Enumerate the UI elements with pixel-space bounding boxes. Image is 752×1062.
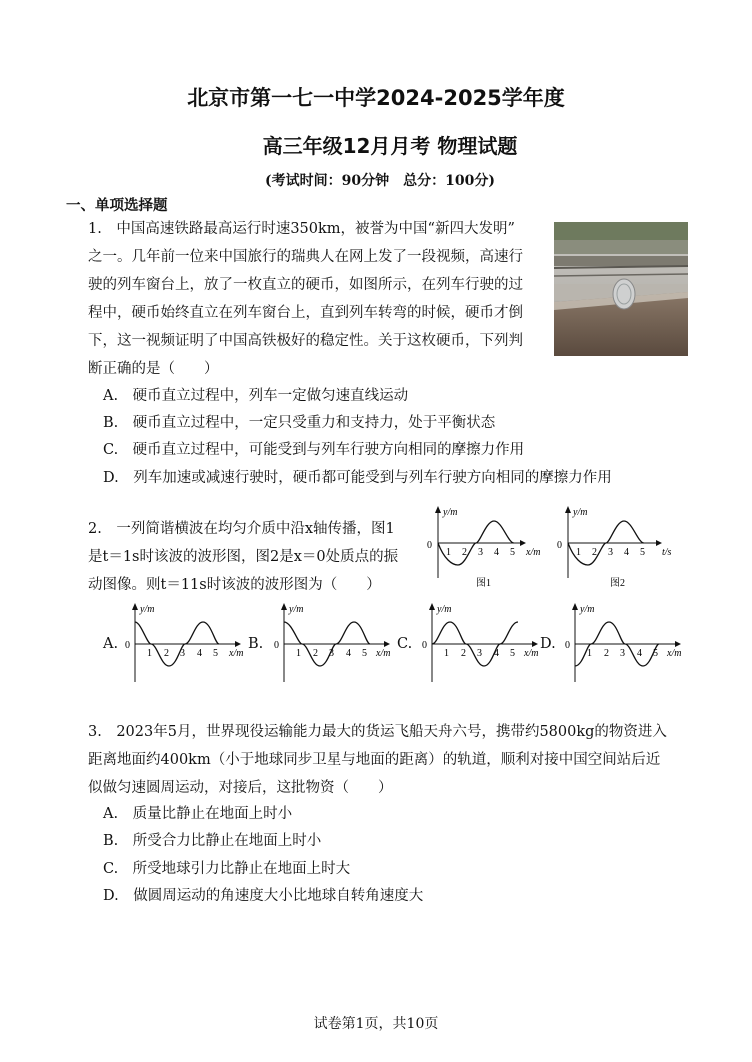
y-axis-label: y/m — [289, 604, 304, 615]
q1-line: 1. 中国高速铁路最高运行时速350km，被誉为中国“新四大发明” — [88, 221, 515, 237]
tick-label: 1 — [444, 648, 449, 659]
origin-label: 0 — [565, 640, 570, 651]
q2-option-b-graph — [266, 600, 406, 690]
tick-label: 4 — [197, 648, 202, 659]
q3-option-b: B. 所受合力比静止在地面上时小 — [103, 833, 322, 849]
q3-line: 3. 2023年5月，世界现役运输能力最大的货运飞船天舟六号，携带约5800kg的物资进入 — [88, 724, 667, 740]
origin-label: 0 — [125, 640, 130, 651]
q2-option-a-label: A. — [103, 636, 119, 652]
figure-2-caption: 图2 — [610, 578, 625, 589]
q2-option-c-label: C. — [397, 636, 413, 652]
figure-1-wave-graph — [418, 503, 558, 597]
tick-label: 2 — [461, 648, 466, 659]
tick-label: 2 — [592, 547, 597, 558]
q2-option-c-graph — [414, 600, 554, 690]
tick-label: 4 — [494, 648, 499, 659]
question-1 — [88, 215, 548, 383]
q3-option-d: D. 做圆周运动的角速度大小比地球自转角速度大 — [103, 888, 424, 904]
tick-label: 2 — [164, 648, 169, 659]
section-title: 一、单项选择题 — [66, 197, 168, 214]
tick-label: 1 — [587, 648, 592, 659]
tick-label: 1 — [576, 547, 581, 558]
tick-label: 3 — [608, 547, 613, 558]
q3-line: 似做匀速圆周运动，对接后，这批物资（ ） — [88, 780, 393, 796]
tick-label: 5 — [640, 547, 645, 558]
tick-label: 3 — [477, 648, 482, 659]
tick-label: 5 — [362, 648, 367, 659]
tick-label: 5 — [653, 648, 658, 659]
y-axis-label: y/m — [140, 604, 155, 615]
question-2 — [88, 515, 398, 599]
figure-1-caption: 图1 — [476, 578, 491, 589]
q2-option-d-graph — [557, 600, 697, 690]
q3-option-c: C. 所受地球引力比静止在地面上时大 — [103, 861, 351, 877]
exam-subtitle: 高三年级12月月考 物理试题 — [262, 134, 518, 158]
tick-label: 4 — [494, 547, 499, 558]
q3-option-a: A. 质量比静止在地面上时小 — [103, 806, 293, 822]
question-3 — [88, 718, 667, 802]
tick-label: 4 — [637, 648, 642, 659]
tick-label: 4 — [346, 648, 351, 659]
q1-option-b: B. 硬币直立过程中，一定只受重力和支持力，处于平衡状态 — [103, 415, 496, 431]
x-axis-label: x/m — [376, 648, 391, 659]
tick-label: 2 — [313, 648, 318, 659]
q2-line: 是t＝1s时该波的波形图，图2是x＝0处质点的振 — [88, 549, 399, 565]
q1-line: 驶的列车窗台上，放了一枚直立的硬币，如图所示，在列车行驶的过 — [88, 277, 523, 293]
q2-line: 动图像。则t＝11s时该波的波形图为（ ） — [88, 577, 381, 593]
x-axis-label: x/m — [524, 648, 539, 659]
y-axis-label: y/m — [443, 507, 458, 518]
origin-label: 0 — [422, 640, 427, 651]
y-axis-label: y/m — [573, 507, 588, 518]
q1-option-a: A. 硬币直立过程中，列车一定做匀速直线运动 — [103, 388, 409, 404]
tick-label: 2 — [604, 648, 609, 659]
tick-label: 3 — [180, 648, 185, 659]
tick-label: 5 — [510, 547, 515, 558]
figure-2-vibration-graph — [548, 503, 688, 597]
tick-label: 4 — [624, 547, 629, 558]
y-axis-label: y/m — [580, 604, 595, 615]
q2-option-a-graph — [117, 600, 257, 690]
q1-line: 之一。几年前一位来中国旅行的瑞典人在网上发了一段视频，高速行 — [88, 249, 523, 265]
q1-line: 程中，硬币始终直立在列车窗台上，直到列车转弯的时候，硬币才倒 — [88, 305, 523, 321]
x-axis-label: x/m — [526, 547, 541, 558]
t-axis-label: t/s — [662, 547, 672, 558]
tick-label: 3 — [478, 547, 483, 558]
tick-label: 3 — [329, 648, 334, 659]
q3-line: 距离地面约400km（小于地球同步卫星与地面的距离）的轨道，顺利对接中国空间站后近 — [88, 752, 661, 768]
q2-option-b-label: B. — [248, 636, 264, 652]
y-axis-label: y/m — [437, 604, 452, 615]
tick-label: 5 — [510, 648, 515, 659]
x-axis-label: x/m — [667, 648, 682, 659]
q1-line: 断正确的是（ ） — [88, 361, 219, 377]
q2-option-d-label: D. — [540, 636, 556, 652]
tick-label: 1 — [296, 648, 301, 659]
tick-label: 3 — [620, 648, 625, 659]
q2-line: 2. 一列简谐横波在均匀介质中沿x轴传播，图1 — [88, 521, 395, 537]
tick-label: 5 — [213, 648, 218, 659]
origin-label: 0 — [557, 540, 562, 551]
q1-option-c: C. 硬币直立过程中，可能受到与列车行驶方向相同的摩擦力作用 — [103, 442, 525, 458]
q1-option-d: D. 列车加速或减速行驶时，硬币都可能受到与列车行驶方向相同的摩擦力作用 — [103, 470, 612, 486]
tick-label: 2 — [462, 547, 467, 558]
page-footer: 试卷第1页，共10页 — [313, 1016, 439, 1032]
q1-line: 下，这一视频证明了中国高铁极好的稳定性。关于这枚硬币，下列判 — [88, 333, 523, 349]
origin-label: 0 — [427, 540, 432, 551]
exam-info: (考试时间：90分钟 总分：100分) — [265, 173, 495, 189]
exam-title: 北京市第一七一中学2024-2025学年度 — [187, 86, 565, 110]
coin-on-train-window-photo — [554, 222, 688, 356]
tick-label: 1 — [446, 547, 451, 558]
tick-label: 1 — [147, 648, 152, 659]
origin-label: 0 — [274, 640, 279, 651]
x-axis-label: x/m — [229, 648, 244, 659]
